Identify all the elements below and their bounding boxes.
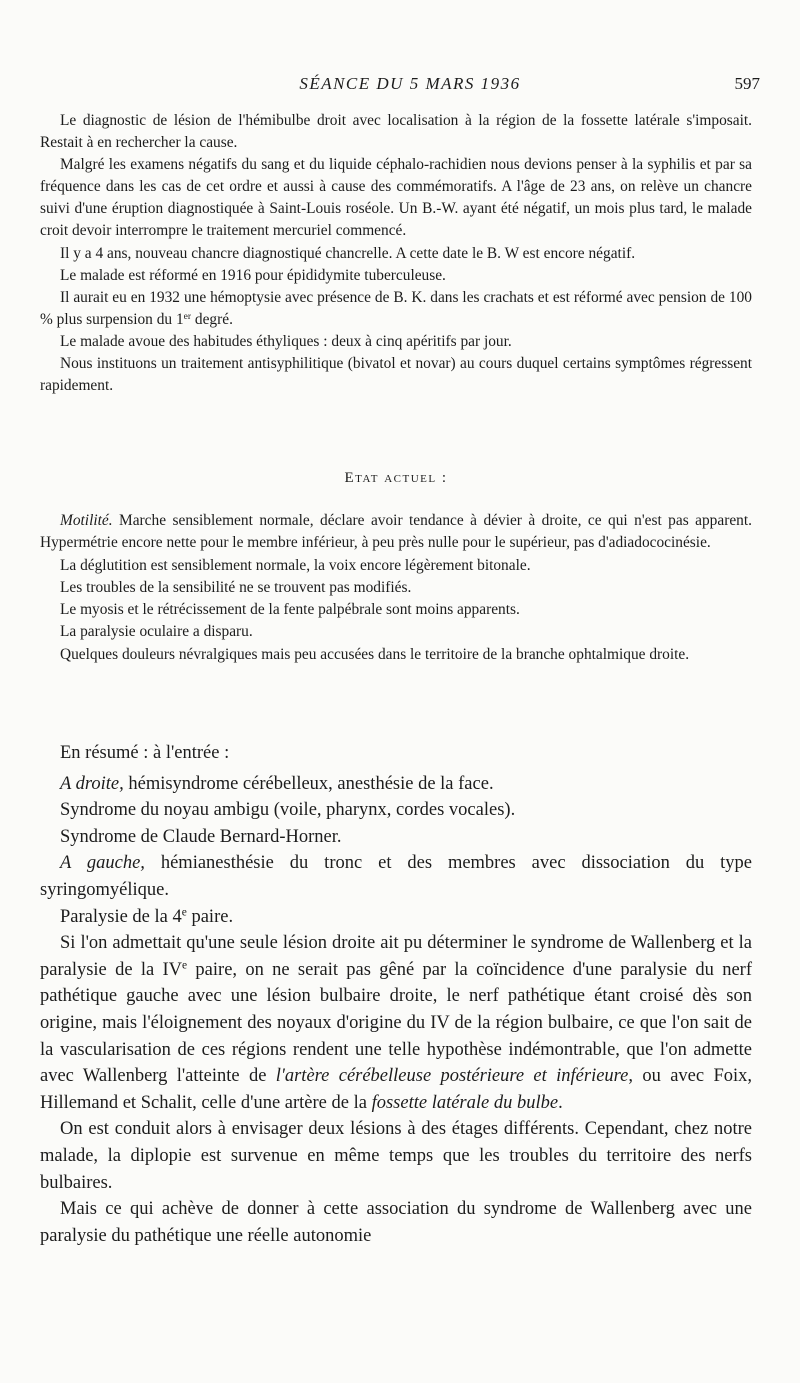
italic-run: l'artère cérébelleuse postérieure et inférieure	[275, 1066, 629, 1087]
paragraph: La déglutition est sensiblement normale, la voix encore légèrement bitonale.	[60, 556, 531, 574]
paragraph: Le myosis et le rétrécissement de la fente palpébrale sont moins apparents.	[60, 601, 520, 619]
paragraph: Le diagnostic de lésion de l'hémibulbe droit avec localisation à la région de la fossette latérale s'imposait. Restait à en rechercher la cause.	[40, 112, 752, 152]
paragraph: Il y a 4 ans, nouveau chancre diagnostiqué chancrelle. A cette date le B. W est encore négatif.	[60, 244, 636, 262]
paragraph	[40, 930, 752, 1116]
paragraph	[40, 904, 752, 931]
italic-run: fossette latérale du bulbe	[371, 1092, 559, 1113]
text-run: degré.	[191, 310, 233, 328]
case-history	[40, 110, 752, 397]
paragraph: Syndrome du noyau ambigu (voile, pharynx, cordes vocales).	[60, 800, 516, 821]
paragraph: Les troubles de la sensibilité ne se trouvent pas modifiés.	[60, 578, 412, 596]
section-title: Etat actuel :	[344, 470, 448, 486]
text-run: Il aurait eu en 1932 une hémoptysie avec présence de B. K. dans les crachats et est réformé avec pension de 100 % plus surpension du 1	[40, 288, 752, 328]
header-title: SÉANCE DU 5 MARS 1936	[299, 74, 521, 93]
paragraph	[40, 510, 752, 555]
running-header	[60, 74, 760, 102]
text-run: Marche sensiblement normale, déclare avoir tendance à dévier à droite, ce qui n'est pas apparent. Hypermétrie encore nette pour le membre inférieur, à peu près nulle pour le supérieur, pas d'adiadococinésie.	[40, 512, 752, 552]
paragraph: Le malade est réformé en 1916 pour épididymite tuberculeuse.	[60, 266, 446, 284]
superscript: e	[181, 906, 187, 919]
text-run: Paralysie de la 4	[60, 906, 182, 927]
gauche-label: A gauche,	[60, 853, 145, 874]
paragraph	[40, 771, 752, 798]
paragraph	[40, 850, 752, 903]
paragraph: Quelques douleurs névralgiques mais peu accusées dans le territoire de la branche ophtalmique droite.	[60, 645, 690, 663]
text-run: Si l'on admettait qu'une seule lésion droite ait pu déterminer le syndrome de Wallenberg et la paralysie de la IV	[40, 933, 752, 980]
summary-intro: En résumé : à l'entrée :	[60, 743, 230, 763]
text-run: hémianesthésie du tronc et des membres avec dissociation du type syringomyélique.	[40, 853, 753, 900]
superscript: er	[183, 310, 192, 322]
summary-and-discussion	[40, 740, 752, 1249]
droite-label: A droite,	[60, 773, 124, 794]
paragraph	[40, 287, 752, 331]
section-heading	[40, 470, 752, 487]
paragraph: Mais ce qui achève de donner à cette association du syndrome de Wallenberg avec une paralysie du pathétique une réelle autonomie	[40, 1199, 752, 1246]
text-run: hémisyndrome cérébelleux, anesthésie de la face.	[123, 773, 494, 794]
text-run: paire.	[186, 906, 234, 927]
paragraph: Le malade avoue des habitudes éthyliques : deux à cinq apéritifs par jour.	[60, 332, 512, 350]
paragraph: La paralysie oculaire a disparu.	[60, 623, 253, 641]
text-run: , ou avec Foix, Hillemand et Schalit, celle d'une artère de la	[40, 1066, 752, 1113]
motilite-label: Motilité.	[60, 512, 113, 529]
paragraph: Nous instituons un traitement antisyphilitique (bivatol et novar) au cours duquel certains symptômes régressent rapidement.	[40, 355, 752, 395]
superscript: e	[182, 959, 188, 972]
paragraph: On est conduit alors à envisager deux lésions à des étages différents. Cependant, chez notre malade, la diplopie est survenue en même temps que les troubles du territoire des nerfs bulbaires.	[40, 1119, 752, 1193]
paragraph: Malgré les examens négatifs du sang et du liquide céphalo-rachidien nous devions penser à la syphilis et par sa fréquence dans les cas de cet ordre et aussi à cause des commémoratifs. A l'âge de 23 ans, on relève un chancre suivi d'une éruption diagnostiquée à Saint-Louis roséole. Un B.-W. ayant été négatif, un mois plus tard, le malade croit devoir interrompre le traitement mercuriel commencé.	[40, 156, 752, 240]
text-run: .	[558, 1092, 563, 1113]
page-number: 597	[734, 74, 760, 93]
current-state	[40, 510, 752, 666]
paragraph: Syndrome de Claude Bernard-Horner.	[60, 826, 342, 847]
text-run: paire, on ne serait pas gêné par la coïncidence d'une paralysie du nerf pathétique gauche avec une lésion bulbaire droite, le nerf pathétique étant croisé dès son origine, mais l'éloignement des noyaux d'origine du IV de la région bulbaire, ce que l'on sait de la vascularisation de ces régions rendent une telle hypothèse indémontrable, que l'on admette avec Wallenberg l'atteinte de	[40, 959, 752, 1087]
